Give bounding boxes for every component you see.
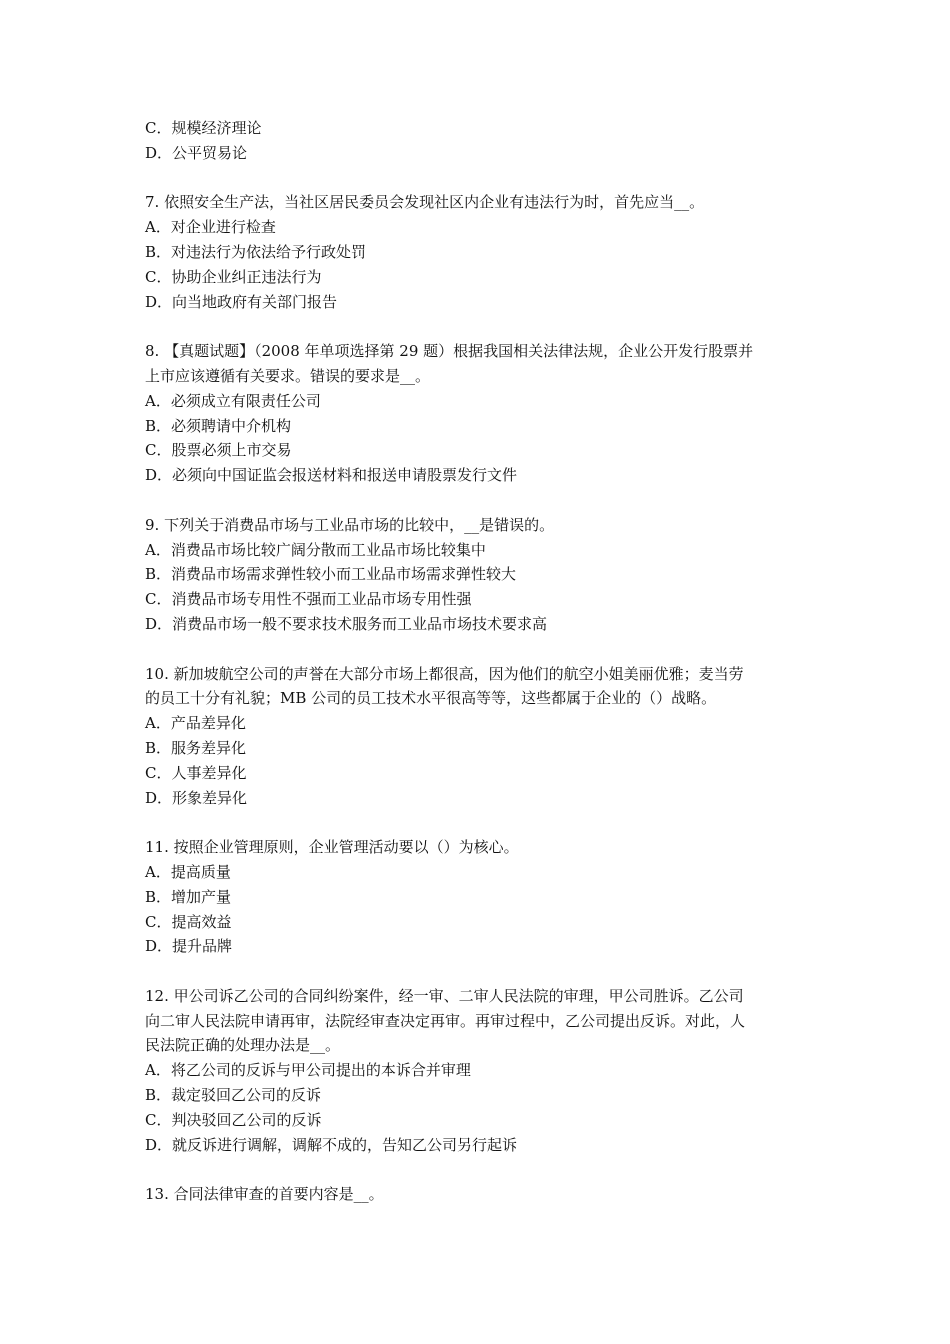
question-stem: 11. 按照企业管理原则，企业管理活动要以（）为核心。 [145, 838, 519, 857]
option-d: D．提升品牌 [145, 937, 233, 956]
option-c: C．股票必须上市交易 [145, 441, 292, 460]
option-b: B．消费品市场需求弹性较小而工业品市场需求弹性较大 [145, 565, 517, 584]
question-7 [145, 190, 810, 314]
question-stem: 9. 下列关于消费品市场与工业品市场的比较中，__是错误的。 [145, 515, 555, 534]
question-stem: 8. 【真题试题】（2008 年单项选择第 29 题）根据我国相关法律法规，企业公开发行股票并 [145, 342, 754, 361]
option-c: C．提高效益 [145, 912, 232, 931]
option-c: C．人事差异化 [145, 763, 247, 782]
question-13 [145, 1182, 810, 1207]
document-page [145, 116, 810, 1207]
question-stem: 13. 合同法律审查的首要内容是__。 [145, 1185, 384, 1204]
previous-question-options [145, 116, 810, 166]
question-9 [145, 513, 810, 637]
question-stem-continued: 民法院正确的处理办法是__。 [145, 1036, 341, 1055]
option-b: B．对违法行为依法给予行政处罚 [145, 242, 367, 261]
question-stem: 10. 新加坡航空公司的声誉在大部分市场上都很高，因为他们的航空小姐美丽优雅；麦当劳 [145, 664, 744, 683]
question-stem: 12. 甲公司诉乙公司的合同纠纷案件，经一审、二审人民法院的审理，甲公司胜诉。乙公司 [145, 986, 744, 1005]
option-a: A．将乙公司的反诉与甲公司提出的本诉合并审理 [145, 1061, 471, 1080]
option-d: D．形象差异化 [145, 788, 248, 807]
question-stem-continued: 向二审人民法院申请再审，法院经审查决定再审。再审过程中，乙公司提出反诉。对此，人 [145, 1011, 746, 1030]
option-c: C．判决驳回乙公司的反诉 [145, 1110, 322, 1129]
question-12 [145, 984, 810, 1158]
option-d: D．公平贸易论 [145, 143, 248, 162]
question-stem-continued: 上市应该遵循有关要求。错误的要求是__。 [145, 366, 431, 385]
question-stem-continued: 的员工十分有礼貌；MB 公司的员工技术水平很高等等，这些都属于企业的（）战略。 [145, 689, 717, 708]
option-d: D．消费品市场一般不要求技术服务而工业品市场技术要求高 [145, 614, 548, 633]
option-c: C．协助企业纠正违法行为 [145, 267, 322, 286]
option-b: B．增加产量 [145, 887, 232, 906]
option-a: A．对企业进行检查 [145, 218, 276, 237]
option-b: B．裁定驳回乙公司的反诉 [145, 1086, 322, 1105]
option-d: D．必须向中国证监会报送材料和报送申请股票发行文件 [145, 466, 518, 485]
question-8 [145, 339, 810, 488]
option-a: A．必须成立有限责任公司 [145, 391, 321, 410]
question-11 [145, 835, 810, 959]
option-a: A．提高质量 [145, 862, 231, 881]
option-b: B．必须聘请中介机构 [145, 416, 292, 435]
option-c: C．消费品市场专用性不强而工业品市场专用性强 [145, 590, 472, 609]
option-c: C．规模经济理论 [145, 119, 262, 137]
option-a: A．产品差异化 [145, 714, 246, 733]
question-stem: 7. 依照安全生产法，当社区居民委员会发现社区内企业有违法行为时，首先应当__。 [145, 193, 705, 212]
option-b: B．服务差异化 [145, 738, 247, 757]
option-d: D．就反诉进行调解，调解不成的，告知乙公司另行起诉 [145, 1135, 518, 1154]
option-a: A．消费品市场比较广阔分散而工业品市场比较集中 [145, 540, 486, 559]
question-10 [145, 662, 810, 811]
option-d: D．向当地政府有关部门报告 [145, 292, 338, 311]
